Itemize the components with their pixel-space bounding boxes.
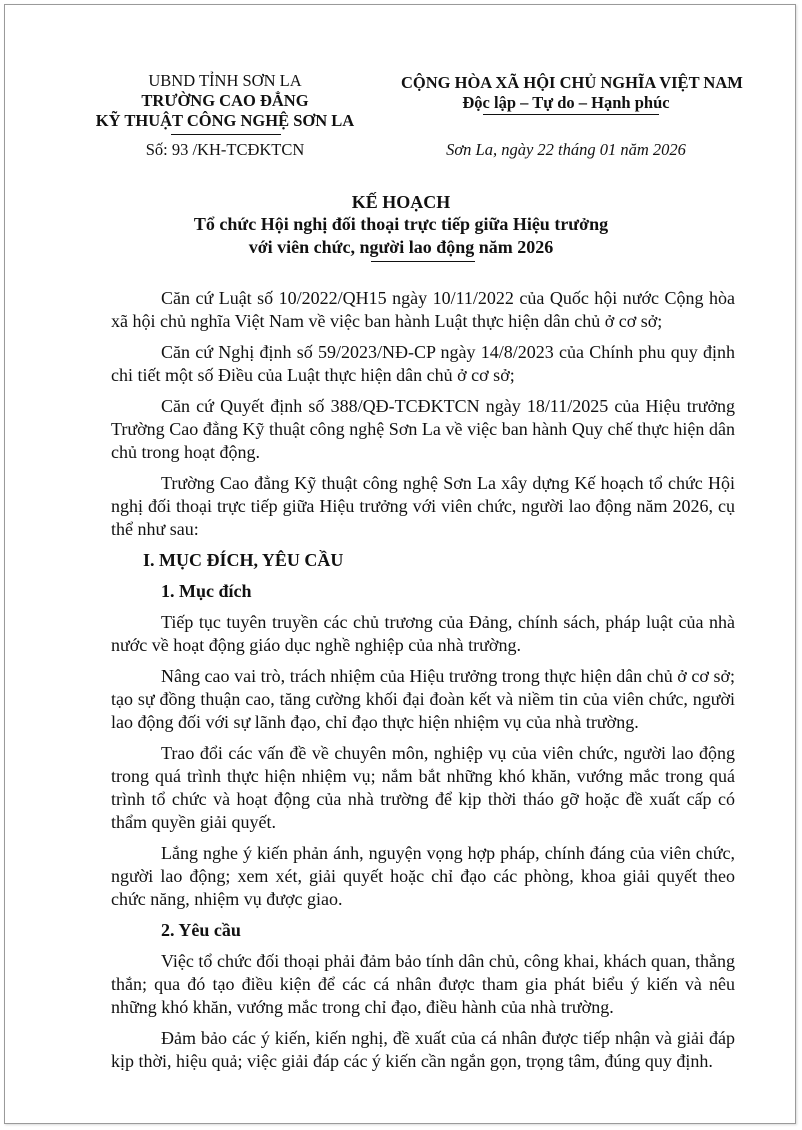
motto-underline bbox=[483, 114, 659, 115]
paragraph-requirement-2: Đảm bảo các ý kiến, kiến nghị, đề xuất của cá nhân được tiếp nhận và giải đáp kịp thời, hiệu quả; việc giải đáp các ý kiến cần ngắn gọn, trọng tâm, đúng quy định. bbox=[111, 1028, 735, 1071]
doc-type-title: KẾ HOẠCH bbox=[351, 192, 451, 212]
subheading-requirements: 2. Yêu cầu bbox=[161, 920, 241, 940]
issue-date: Sơn La, ngày 22 tháng 01 năm 2026 bbox=[446, 140, 686, 159]
national-title: CỘNG HÒA XÃ HỘI CHỦ NGHĨA VIỆT NAM bbox=[401, 73, 743, 92]
doc-subject-line2: với viên chức, người lao động năm 2026 bbox=[248, 237, 554, 257]
left-header-underline bbox=[171, 134, 281, 135]
paragraph-legal-basis-3: Căn cứ Quyết định số 388/QĐ-TCĐKTCN ngày 18/11/2025 của Hiệu trưởng Trường Cao đẳng Kỹ thuật công nghệ Sơn La về việc ban hành Quy chế thực hiện dân chủ trong hoạt động. bbox=[111, 396, 735, 462]
paragraph-intro: Trường Cao đẳng Kỹ thuật công nghệ Sơn La xây dựng Kế hoạch tổ chức Hội nghị đối thoại trực tiếp giữa Hiệu trưởng với viên chức, người lao động năm 2026, cụ thể như sau: bbox=[111, 473, 735, 539]
title-underline bbox=[371, 261, 475, 262]
document-number: Số: 93 /KH-TCĐKTCN bbox=[145, 140, 305, 159]
national-motto: Độc lập – Tự do – Hạnh phúc bbox=[462, 93, 670, 112]
section-heading-1: I. MỤC ĐÍCH, YÊU CẦU bbox=[143, 550, 344, 570]
paragraph-purpose-4: Lắng nghe ý kiến phản ánh, nguyện vọng hợp pháp, chính đáng của viên chức, người lao động; xem xét, giải quyết hoặc chỉ đạo các phòng, khoa giải quyết theo chức năng, nhiệm vụ được giao. bbox=[111, 843, 735, 909]
paragraph-legal-basis-1: Căn cứ Luật số 10/2022/QH15 ngày 10/11/2022 của Quốc hội nước Cộng hòa xã hội chủ nghĩa Việt Nam về việc ban hành Luật thực hiện dân chủ ở cơ sở; bbox=[111, 288, 735, 331]
paragraph-requirement-1: Việc tổ chức đối thoại phải đảm bảo tính dân chủ, công khai, khách quan, thẳng thắn; qua đó tạo điều kiện để các cá nhân được tham gia phát biểu ý kiến và nêu những khó khăn, vướng mắc trong chỉ đạo, điều hành của nhà trường. bbox=[111, 951, 735, 1017]
paragraph-legal-basis-2: Căn cứ Nghị định số 59/2023/NĐ-CP ngày 14/8/2023 của Chính phu quy định chi tiết một số Điều của Luật thực hiện dân chủ ở cơ sở; bbox=[111, 342, 735, 385]
paragraph-purpose-3: Trao đổi các vấn đề về chuyên môn, nghiệp vụ của viên chức, người lao động trong quá trình thực hiện nhiệm vụ; nắm bắt những khó khăn, vướng mắc trong quá trình tổ chức và hoạt động của nhà trường để kịp thời tháo gỡ hoặc đề xuất cấp có thẩm quyền giải quyết. bbox=[111, 743, 735, 832]
paragraph-purpose-2: Nâng cao vai trò, trách nhiệm của Hiệu trưởng trong thực hiện dân chủ ở cơ sở; tạo sự đồng thuận cao, tăng cường khối đại đoàn kết và niềm tin của viên chức, người lao động đối với sự lãnh đạo, chỉ đạo thực hiện nhiệm vụ của nhà trường. bbox=[111, 666, 735, 732]
school-name-line1: TRƯỜNG CAO ĐẲNG bbox=[141, 91, 309, 110]
subheading-purpose: 1. Mục đích bbox=[161, 581, 252, 601]
school-name-line2: KỸ THUẬT CÔNG NGHỆ SƠN LA bbox=[95, 111, 355, 130]
doc-subject-line1: Tổ chức Hội nghị đối thoại trực tiếp giữa Hiệu trưởng bbox=[193, 214, 609, 234]
document-page bbox=[4, 4, 796, 1124]
document-body bbox=[111, 287, 735, 1081]
paragraph-purpose-1: Tiếp tục tuyên truyền các chủ trương của Đảng, chính sách, pháp luật của nhà nước về hoạt động giáo dục nghề nghiệp của nhà trường. bbox=[111, 612, 735, 655]
agency-name: UBND TỈNH SƠN LA bbox=[148, 71, 302, 90]
